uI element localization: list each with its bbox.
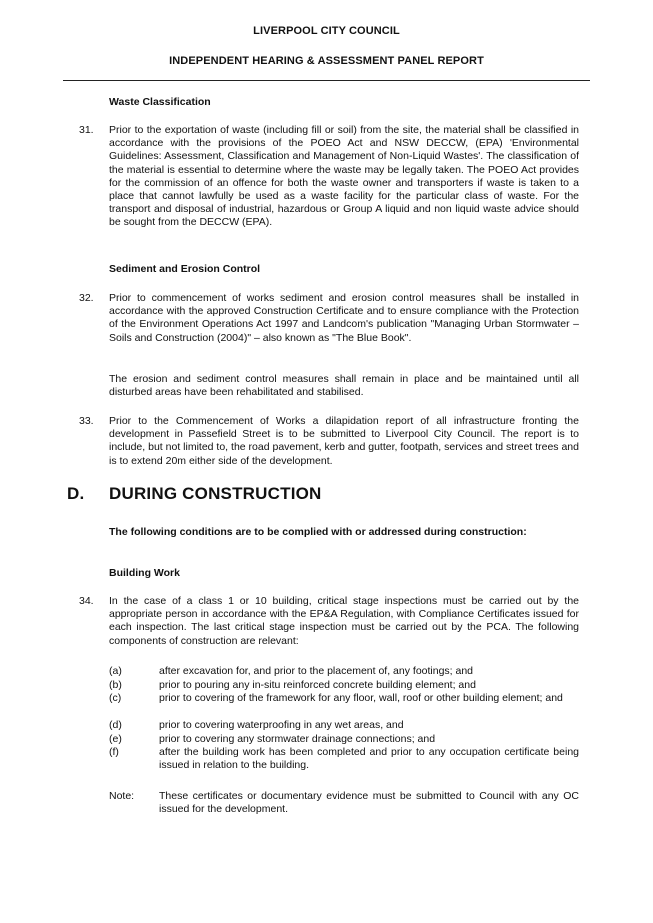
condition-text: The erosion and sediment control measures shall remain in place and be maintained until all disturbed areas have been rehabilitated and stabilised. xyxy=(109,373,579,399)
report-title: INDEPENDENT HEARING & ASSESSMENT PANEL REPORT xyxy=(169,55,484,67)
sediment-heading: Sediment and Erosion Control xyxy=(109,263,261,275)
condition-number: 31. xyxy=(79,124,94,136)
list-item-text: prior to covering any stormwater drainage connections; and xyxy=(159,733,436,745)
list-item-label: (f) xyxy=(109,746,119,758)
condition-text: In the case of a class 1 or 10 building, critical stage inspections must be carried out by the appropriate person in accordance with the EP&A Regulation, with Compliance Certificates issued for each inspection. The last critical stage inspection must be carried out by the PCA. The following components of construction are relevant: xyxy=(109,595,579,647)
list-item-text: prior to pouring any in-situ reinforced concrete building element; and xyxy=(159,679,476,691)
building-work-heading: Building Work xyxy=(109,567,180,579)
condition-number: 32. xyxy=(79,292,94,304)
list-item-label: (b) xyxy=(109,679,122,691)
list-item-text: prior to covering of the framework for any floor, wall, roof or other building element; and xyxy=(159,692,563,704)
list-item-text: after excavation for, and prior to the placement of, any footings; and xyxy=(159,665,474,677)
section-letter: D. xyxy=(67,484,85,503)
section-intro: The following conditions are to be complied with or addressed during construction: xyxy=(109,526,527,538)
list-item-text: prior to covering waterproofing in any wet areas, and xyxy=(159,719,404,731)
note-label: Note: xyxy=(109,790,135,802)
list-item-text: after the building work has been completed and prior to any occupation certificate being issued in relation to the building. xyxy=(159,746,579,772)
condition-text: Prior to the Commencement of Works a dilapidation report of all infrastructure fronting the development in Passefield Street is to be submitted to Liverpool City Council. The report is to include, but not limited to, the road pavement, kerb and gutter, footpath, services and street trees and is to extend 20m either side of the development. xyxy=(109,415,579,467)
condition-number: 33. xyxy=(79,415,94,427)
waste-heading: Waste Classification xyxy=(109,96,211,108)
council-title: LIVERPOOL CITY COUNCIL xyxy=(253,25,400,37)
condition-text: Prior to the exportation of waste (including fill or soil) from the site, the material shall be classified in accordance with the provisions of the POEO Act and NSW DECCW, (EPA) 'Environmental Guidelines: Assessment, Classification and Management of Non-Liquid Wastes'. The classification of the material is essential to determine where the waste may be legally taken. The POEO Act provides for the commission of an offence for both the waste owner and transporters if waste is taken to a place that cannot lawfully be used as a waste facility for the particular class of waste. For the transport and disposal of industrial, hazardous or Group A liquid and non liquid waste advice should be sought from the DECCW (EPA). xyxy=(109,124,579,229)
list-item-label: (e) xyxy=(109,733,122,745)
condition-number: 34. xyxy=(79,595,94,607)
list-item-label: (d) xyxy=(109,719,122,731)
header-divider xyxy=(63,80,590,81)
note-text: These certificates or documentary evidence must be submitted to Council with any OC issued for the development. xyxy=(159,790,579,816)
section-title: DURING CONSTRUCTION xyxy=(109,484,322,503)
list-item-label: (a) xyxy=(109,665,122,677)
condition-text: Prior to commencement of works sediment and erosion control measures shall be installed in accordance with the approved Construction Certificate and to ensure compliance with the Protection of the Environment Operations Act 1997 and Landcom's publication "Managing Urban Stormwater – Soils and Construction (2004)" – also known as "The Blue Book". xyxy=(109,292,579,344)
list-item-label: (c) xyxy=(109,692,122,704)
